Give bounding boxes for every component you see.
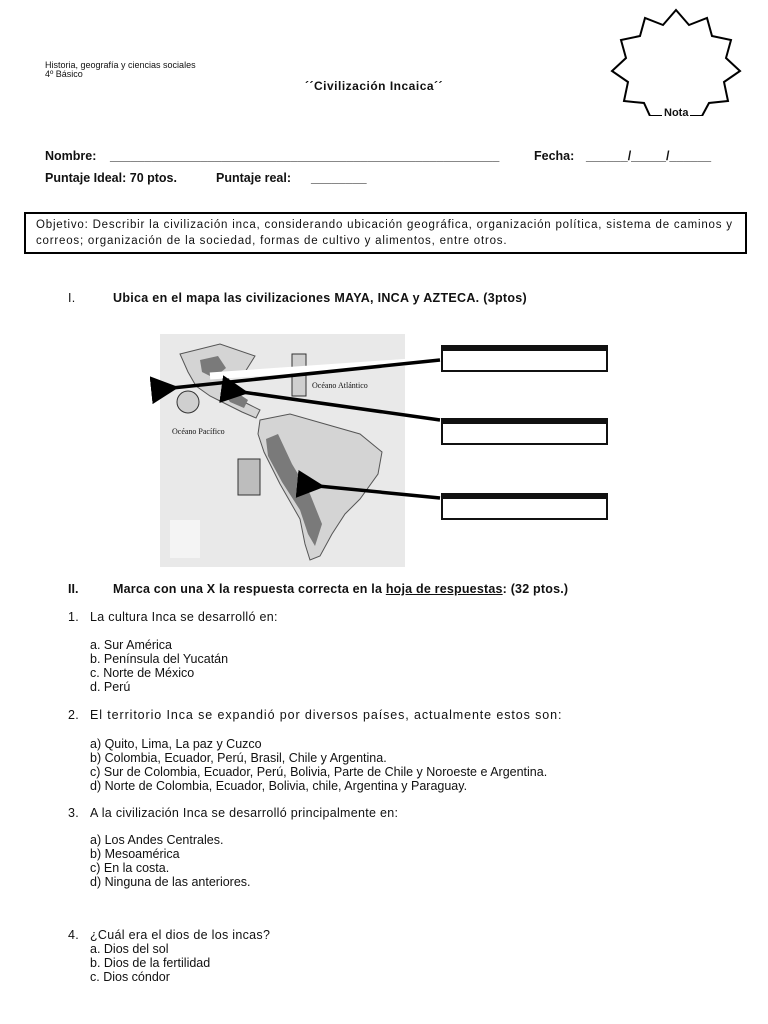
question-4-option-c[interactable]: c. Dios cóndor [90,970,170,984]
name-line[interactable]: ________________________________________________________ [110,149,500,163]
date-line[interactable]: ______/_____/______ [586,149,712,163]
score-real-line[interactable]: ________ [311,171,367,185]
question-1-option-d[interactable]: d. Perú [90,680,131,694]
score-ideal: Puntaje Ideal: 70 ptos. [45,171,177,185]
section2-instruction-post: : (32 ptos.) [502,582,569,596]
name-label: Nombre: [45,149,97,163]
question-2-option-c[interactable]: c) Sur de Colombia, Ecuador, Perú, Bolivia, Parte de Chile y Noroeste e Argentina. [90,765,548,779]
subject-text: Historia, geografía y ciencias sociales [45,60,196,70]
pacific-label: Océano Pacífico [172,427,225,436]
question-2-number: 2. [68,708,80,722]
answer-box-1[interactable] [441,345,608,372]
answer-box-3[interactable] [441,493,608,520]
section2-instruction [113,582,568,596]
section2-instruction-pre: Marca con una X la respuesta correcta en la [113,582,386,596]
question-3-option-a[interactable]: a) Los Andes Centrales. [90,833,224,847]
question-2-option-a[interactable]: a) Quito, Lima, La paz y Cuzco [90,737,262,751]
section1-number: I. [68,291,76,305]
map-arrows [150,340,450,510]
question-1-option-a[interactable]: a. Sur América [90,638,172,652]
objective-text: Objetivo: Describir la civilización inca, considerando ubicación geográfica, organización política, sistema de caminos y correos; organización de la sociedad, formas de cultivo y alimentos, entre otros. [36,219,733,247]
arrow-inca [318,486,440,498]
question-1-option-c[interactable]: c. Norte de México [90,666,195,680]
question-2-option-d[interactable]: d) Norte de Colombia, Ecuador, Bolivia, chile, Argentina y Paraguay. [90,779,468,793]
question-1-text: La cultura Inca se desarrolló en: [90,610,278,624]
map-blank-patch [170,520,200,558]
grade-label: Nota [664,107,689,119]
question-3-text: A la civilización Inca se desarrolló principalmente en: [90,806,399,820]
score-real-label: Puntaje real: [216,171,292,185]
grade-star-box [606,8,746,116]
question-3-number: 3. [68,806,80,820]
question-3-option-d[interactable]: d) Ninguna de las anteriores. [90,875,251,889]
section1-instruction: Ubica en el mapa las civilizaciones MAYA, INCA y AZTECA. (3ptos) [113,291,527,305]
question-1-number: 1. [68,610,80,624]
section2-number: II. [68,582,79,596]
question-4-text: ¿Cuál era el dios de los incas? [90,928,271,942]
date-label: Fecha: [534,149,575,163]
arrow-maya [242,392,440,420]
question-4-option-a[interactable]: a. Dios del sol [90,942,169,956]
question-2-option-b[interactable]: b) Colombia, Ecuador, Perú, Brasil, Chile y Argentina. [90,751,387,765]
grade-text: 4º Básico [45,69,83,79]
atlantic-label: Océano Atlántico [312,381,368,390]
question-2-text: El territorio Inca se expandió por diversos países, actualmente estos son: [90,708,563,722]
page-title: ´´Civilización Incaica´´ [305,79,444,93]
question-1-option-b[interactable]: b. Península del Yucatán [90,652,229,666]
answer-box-2[interactable] [441,418,608,445]
question-4-option-b[interactable]: b. Dios de la fertilidad [90,956,211,970]
question-4-number: 4. [68,928,80,942]
objective-box [24,212,747,254]
question-3-option-c[interactable]: c) En la costa. [90,861,170,875]
question-3-option-b[interactable]: b) Mesoamérica [90,847,180,861]
answer-sheet-link[interactable]: hoja de respuestas [385,582,503,596]
